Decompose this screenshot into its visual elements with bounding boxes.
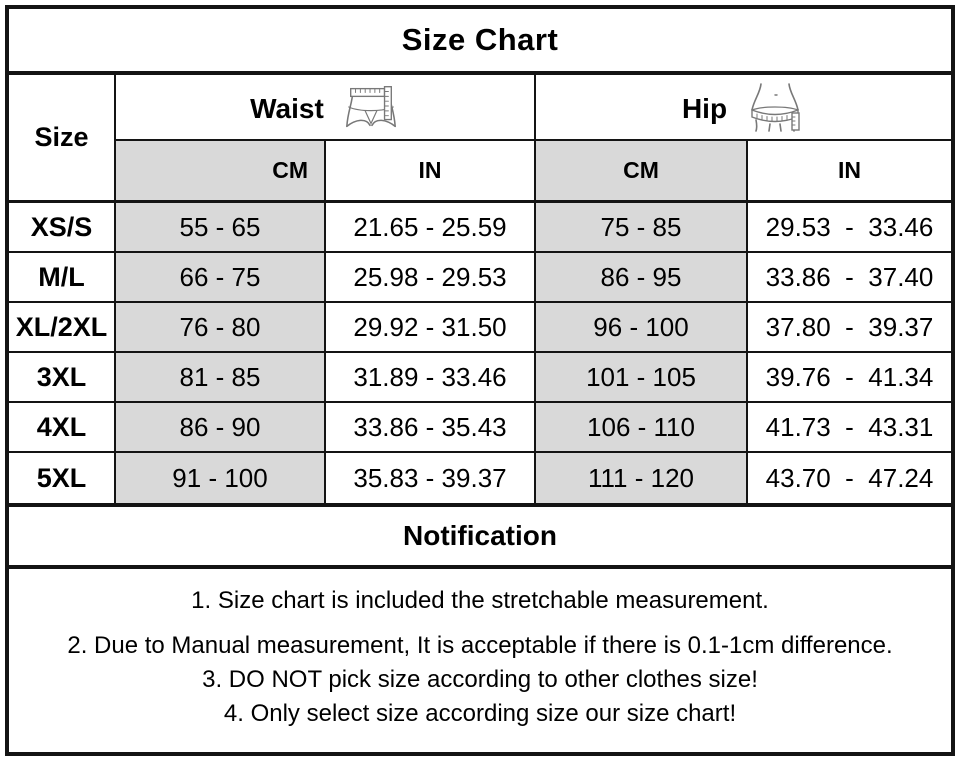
column-header-size: Size [9, 75, 116, 203]
hip-in-value: 39.76 - 41.34 [748, 353, 951, 403]
hip-cm-value: 101 - 105 [536, 353, 748, 403]
note-line: 3. DO NOT pick size according to other clothes size! [202, 666, 758, 693]
notification-header: Notification [9, 503, 951, 569]
waist-measure-icon [342, 84, 400, 130]
size-label: M/L [9, 253, 116, 303]
notification-notes [9, 569, 951, 752]
waist-cm-value: 66 - 75 [116, 253, 326, 303]
size-label: 3XL [9, 353, 116, 403]
waist-cm-value: 55 - 65 [116, 203, 326, 253]
waist-in-value: 21.65 - 25.59 [326, 203, 536, 253]
waist-cm-value: 81 - 85 [116, 353, 326, 403]
page-title: Size Chart [9, 9, 951, 75]
unit-header-waist-cm: CM [116, 141, 326, 203]
waist-in-value: 33.86 - 35.43 [326, 403, 536, 453]
waist-in-value: 29.92 - 31.50 [326, 303, 536, 353]
size-label: 4XL [9, 403, 116, 453]
size-table [9, 75, 951, 503]
hip-cm-value: 111 - 120 [536, 453, 748, 503]
waist-cm-value: 76 - 80 [116, 303, 326, 353]
unit-header-hip-cm: CM [536, 141, 748, 203]
hip-in-value: 43.70 - 47.24 [765, 462, 934, 493]
waist-header-label: Waist [250, 93, 324, 124]
hip-measure-icon [745, 82, 805, 132]
hip-cm-value: 75 - 85 [536, 203, 748, 253]
note-line: 1. Size chart is included the stretchable measurement. [191, 587, 769, 614]
note-line: 4. Only select size according size our size chart! [223, 700, 737, 727]
hip-in-value: 33.86 - 37.40 [748, 253, 951, 303]
waist-in-value: 35.83 - 39.37 [326, 453, 536, 503]
hip-in-value: 37.80 - 39.37 [748, 303, 951, 353]
size-label: XL/2XL [9, 303, 116, 353]
hip-cm-value: 86 - 95 [536, 253, 748, 303]
waist-in-value: 25.98 - 29.53 [326, 253, 536, 303]
waist-cm-value: 86 - 90 [116, 403, 326, 453]
hip-in-value: 41.73 - 43.31 [748, 403, 951, 453]
unit-header-hip-in: IN [748, 141, 951, 203]
size-label: 5XL [9, 453, 116, 503]
column-header-hip [536, 75, 951, 141]
unit-header-waist-in: IN [326, 141, 536, 203]
size-chart-sheet [5, 5, 955, 756]
waist-in-value: 31.89 - 33.46 [326, 353, 536, 403]
column-header-waist [116, 75, 536, 141]
note-line: 2. Due to Manual measurement, It is acceptable if there is 0.1-1cm difference. [67, 632, 893, 659]
hip-in-value: 29.53 - 33.46 [748, 203, 951, 253]
hip-cm-value: 96 - 100 [536, 303, 748, 353]
hip-header-label: Hip [681, 93, 728, 124]
waist-cm-value: 91 - 100 [116, 453, 326, 503]
size-label: XS/S [9, 203, 116, 253]
hip-cm-value: 106 - 110 [536, 403, 748, 453]
